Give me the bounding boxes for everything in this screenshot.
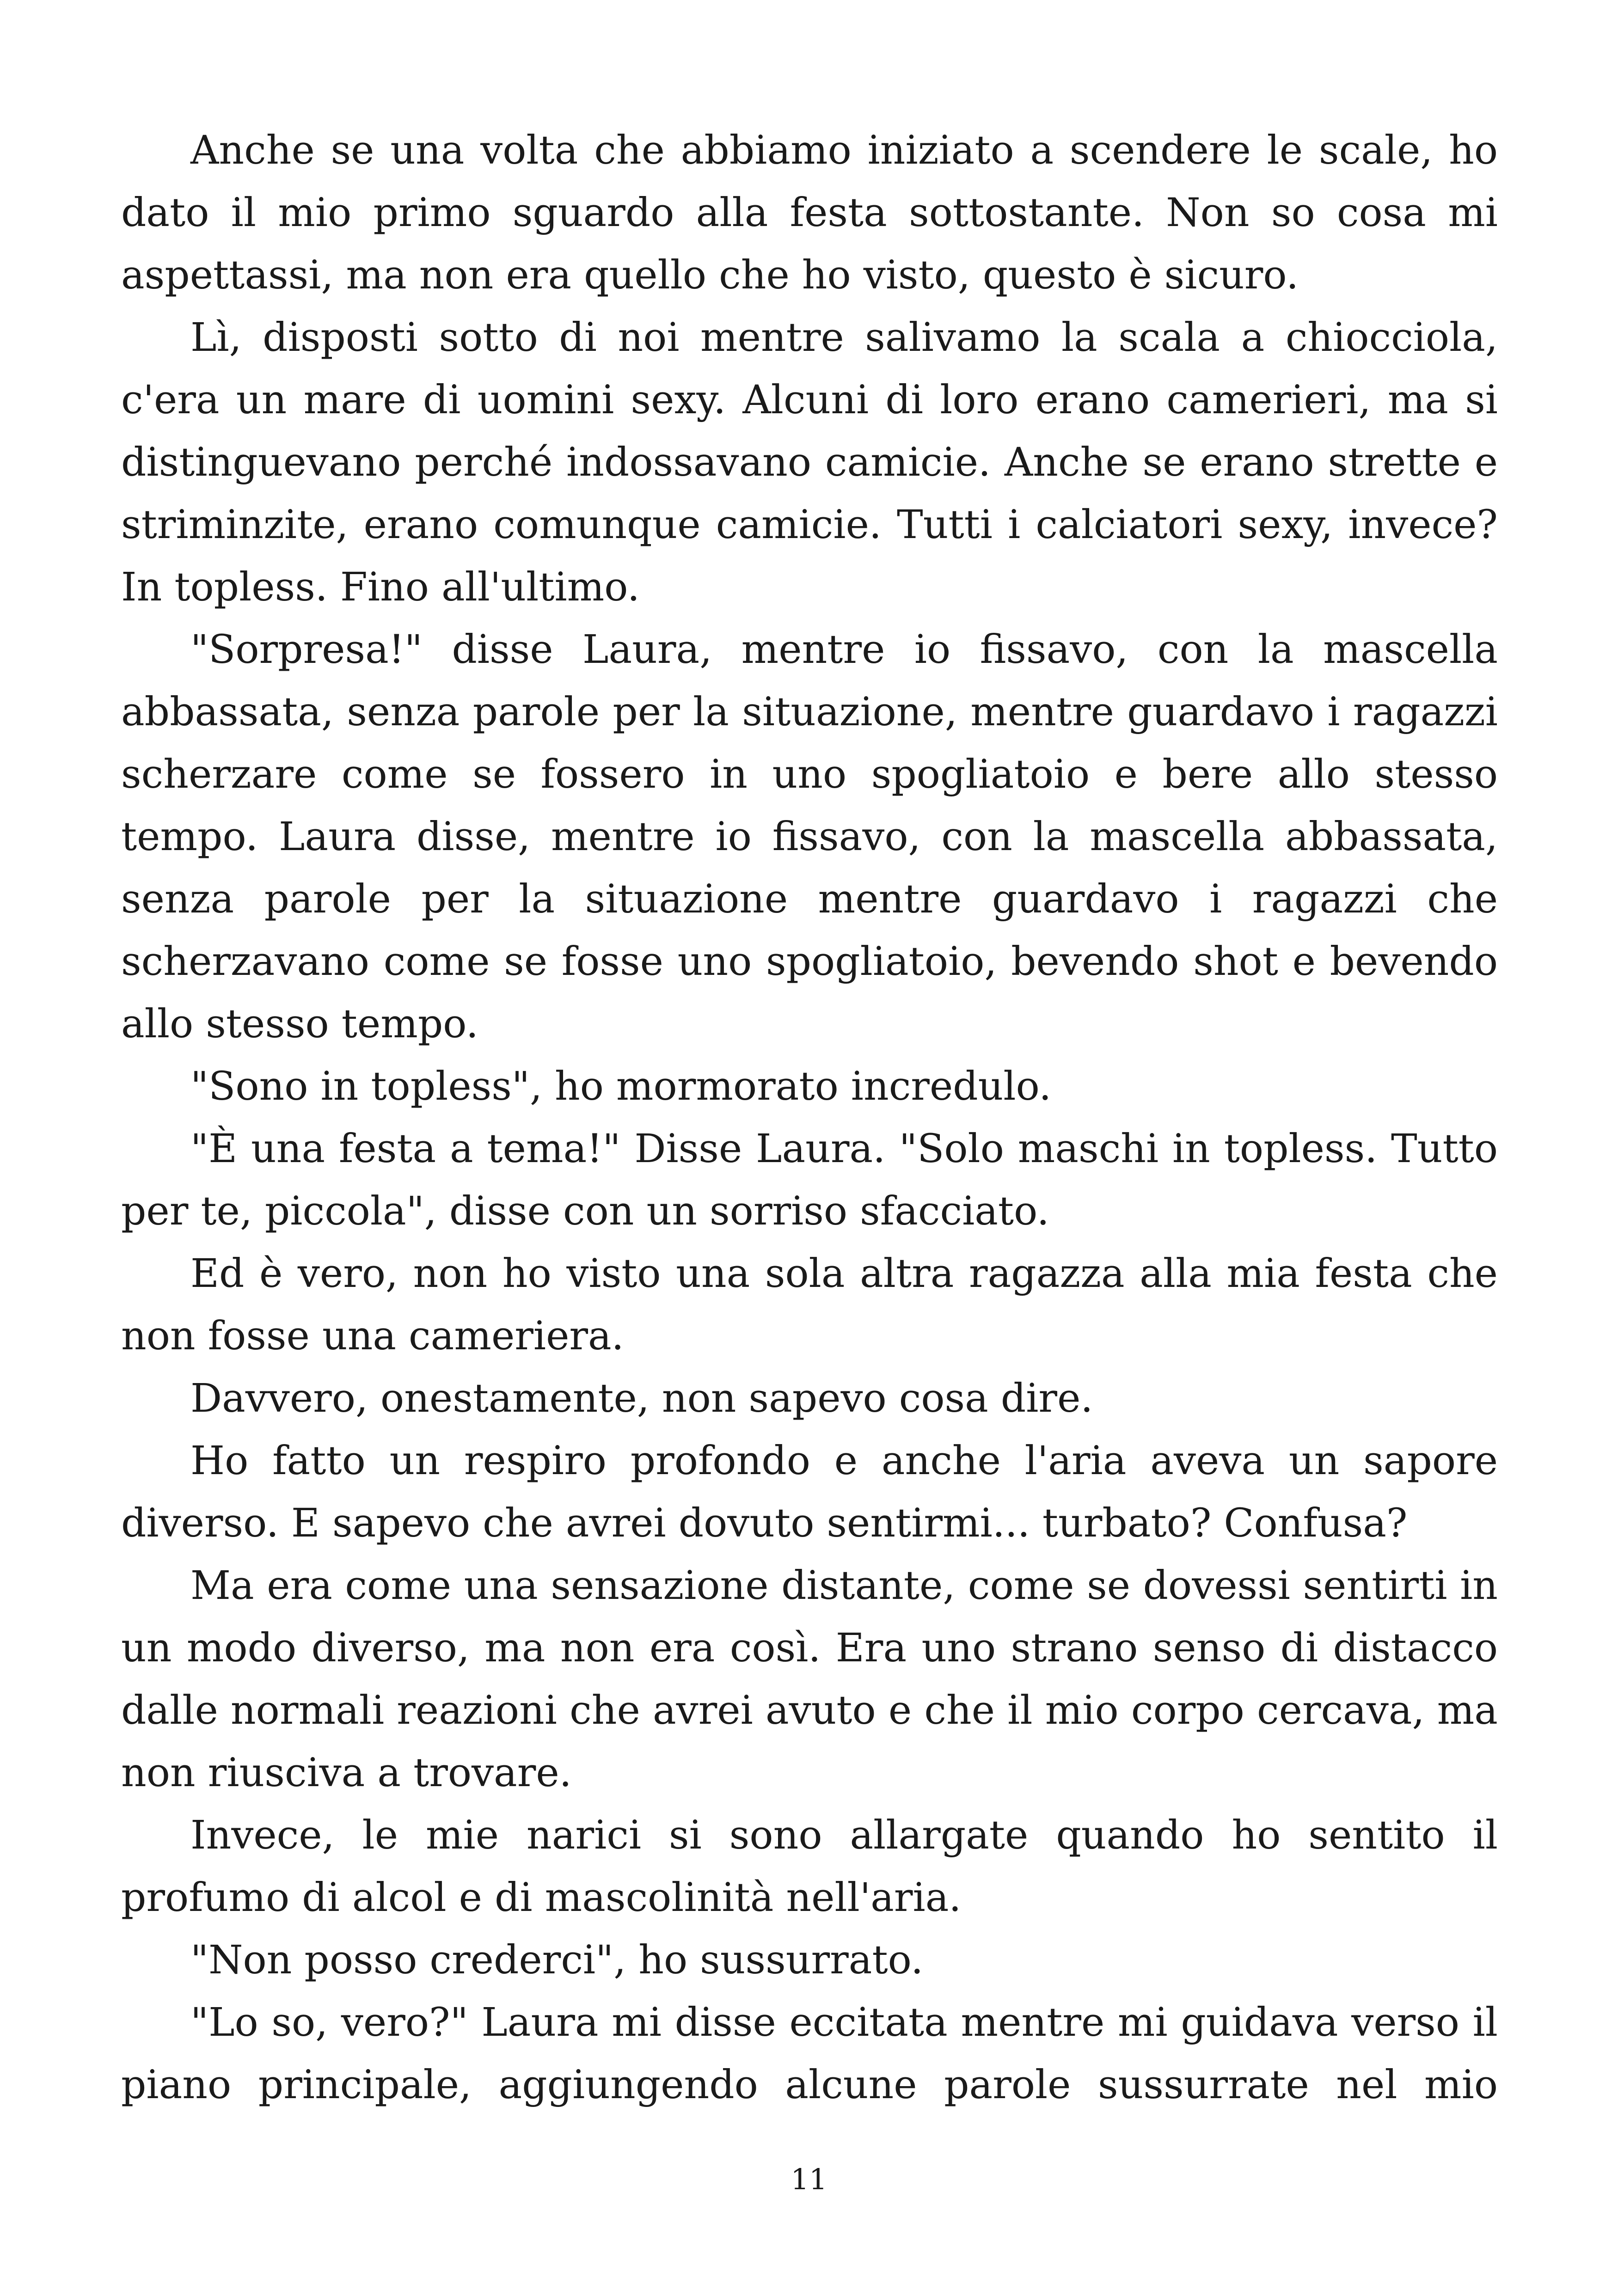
paragraph: "Non posso crederci", ho sussurrato. bbox=[190, 1937, 924, 1983]
paragraph: "Sorpresa!" disse Laura, mentre io fissavo, con la mascella abbassata, senza parole per la situazione, mentre guardavo i ragazzi scherzare come se fossero in uno spogliatoio e bere allo stesso tempo. Laura disse, mentre io fissavo, con la mascella abbassata, senza parole per la situazione mentre guardavo i ragazzi che scherzavano come se fosse uno spogliatoio, bevendo shot e bevendo allo stesso tempo. bbox=[121, 627, 1498, 1047]
paragraph: Invece, le mie narici si sono allargate quando ho sentito il profumo di alcol e di mascolinità nell'aria. bbox=[121, 1812, 1498, 1921]
paragraph: Lì, disposti sotto di noi mentre salivamo la scala a chiocciola, c'era un mare di uomini sexy. Alcuni di loro erano camerieri, ma si distinguevano perché indossavano camicie. Anche se erano strette e striminzite, erano comunque camicie. Tutti i calciatori sexy, invece? In topless. Fino all'ultimo. bbox=[121, 315, 1498, 610]
paragraph: "Sono in topless", ho mormorato incredulo. bbox=[190, 1064, 1052, 1109]
paragraph-continued: "Lo so, vero?" Laura mi disse eccitata mentre mi guidava verso il piano principale, aggiungendo alcune parole sussurrate nel mio bbox=[121, 2000, 1498, 2108]
paragraph: "È una festa a tema!" Disse Laura. "Solo maschi in topless. Tutto per te, piccola", disse con un sorriso sfacciato. bbox=[121, 1126, 1498, 1234]
paragraph: Davvero, onestamente, non sapevo cosa dire. bbox=[190, 1376, 1093, 1421]
paragraph: Anche se una volta che abbiamo iniziato a scendere le scale, ho dato il mio primo sguardo alla festa sottostante. Non so cosa mi aspettassi, ma non era quello che ho visto, questo è sicuro. bbox=[121, 128, 1498, 298]
paragraph: Ed è vero, non ho visto una sola altra ragazza alla mia festa che non fosse una cameriera. bbox=[121, 1251, 1498, 1359]
body-text bbox=[121, 119, 1498, 2116]
paragraph: Ma era come una sensazione distante, come se dovessi sentirti in un modo diverso, ma non era così. Era uno strano senso di distacco dalle normali reazioni che avrei avuto e che il mio corpo cercava, ma non riusciva a trovare. bbox=[121, 1563, 1498, 1796]
paragraph: Ho fatto un respiro profondo e anche l'aria aveva un sapore diverso. E sapevo che avrei dovuto sentirmi... turbato? Confusa? bbox=[121, 1438, 1498, 1546]
page-number: 11 bbox=[791, 2162, 827, 2196]
